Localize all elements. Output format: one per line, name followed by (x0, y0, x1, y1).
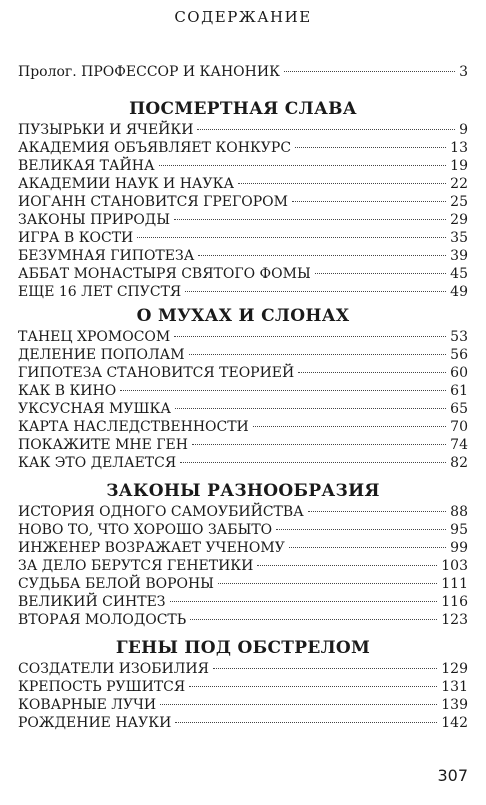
entry-page: 82 (450, 455, 468, 471)
toc-entry (18, 418, 468, 436)
dot-leader (308, 511, 446, 512)
dot-leader (159, 165, 447, 166)
entry-page: 19 (450, 158, 468, 174)
toc-entry (18, 247, 468, 265)
entry-title: ВЕЛИКАЯ ТАЙНА (18, 158, 155, 174)
entry-title: РОЖДЕНИЕ НАУКИ (18, 715, 172, 731)
entry-page: 116 (441, 594, 468, 610)
entry-page: 13 (450, 140, 468, 156)
dot-leader (137, 237, 446, 238)
section-heading: ГЕНЫ ПОД ОБСТРЕЛОМ (115, 638, 371, 658)
section-heading: ЗАКОНЫ РАЗНООБРАЗИЯ (106, 481, 380, 501)
toc-entry (18, 157, 468, 175)
toc-entry (18, 328, 468, 346)
entry-title: ЗАКОНЫ ПРИРОДЫ (18, 212, 170, 228)
dot-leader (284, 71, 455, 72)
toc-entry (18, 611, 468, 629)
entry-page: 25 (450, 194, 468, 210)
dot-leader (292, 201, 446, 202)
toc-section (18, 97, 468, 301)
dot-leader (175, 408, 446, 409)
dot-leader (298, 372, 446, 373)
dot-leader (190, 619, 437, 620)
entry-title: СУДЬБА БЕЛОЙ ВОРОНЫ (18, 576, 214, 592)
dot-leader (276, 529, 446, 530)
toc-section (18, 479, 468, 629)
entry-page: 3 (459, 64, 468, 80)
dot-leader (189, 354, 447, 355)
toc-entry (18, 454, 468, 472)
toc-section (18, 636, 468, 732)
entry-page: 22 (450, 176, 468, 192)
entry-page: 65 (450, 401, 468, 417)
toc-entry (18, 557, 468, 575)
entry-title: ТАНЕЦ ХРОМОСОМ (18, 329, 171, 345)
dot-leader (197, 129, 455, 130)
toc-entry (18, 400, 468, 418)
page-title: СОДЕРЖАНИЕ (174, 8, 312, 26)
entry-page: 70 (450, 419, 468, 435)
dot-leader (295, 147, 446, 148)
dot-leader (315, 273, 446, 274)
entry-page: 45 (450, 266, 468, 282)
toc-entry (18, 139, 468, 157)
section-heading: О МУХАХ И СЛОНАХ (136, 306, 350, 326)
entry-page: 129 (441, 661, 468, 677)
entry-page: 103 (441, 558, 468, 574)
entry-title: ЕЩЕ 16 ЛЕТ СПУСТЯ (18, 284, 182, 300)
dot-leader (175, 722, 437, 723)
toc-entry (18, 503, 468, 521)
entry-title: АКАДЕМИИ НАУК И НАУКА (18, 176, 235, 192)
entry-page: 99 (450, 540, 468, 556)
dot-leader (120, 390, 446, 391)
entry-title: Пролог. ПРОФЕССОР И КАНОНИК (18, 64, 280, 80)
dot-leader (218, 583, 437, 584)
entry-title: АКАДЕМИЯ ОБЪЯВЛЯЕТ КОНКУРС (18, 140, 292, 156)
entry-page: 123 (441, 612, 468, 628)
dot-leader (192, 444, 446, 445)
dot-leader (160, 704, 437, 705)
toc-entry (18, 121, 468, 139)
toc-entry (18, 193, 468, 211)
toc-entry (18, 660, 468, 678)
entry-title: ИОГАНН СТАНОВИТСЯ ГРЕГОРОМ (18, 194, 288, 210)
dot-leader (253, 426, 446, 427)
entry-page: 9 (459, 122, 468, 138)
entry-title: КАК В КИНО (18, 383, 117, 399)
dot-leader (180, 462, 446, 463)
entry-title: ПУЗЫРЬКИ И ЯЧЕЙКИ (18, 122, 194, 138)
section-heading: ПОСМЕРТНАЯ СЛАВА (129, 99, 357, 119)
toc-entry (18, 229, 468, 247)
entry-title: ДЕЛЕНИЕ ПОПОЛАМ (18, 347, 185, 363)
toc-entry (18, 593, 468, 611)
entry-title: ПОКАЖИТЕ МНЕ ГЕН (18, 437, 188, 453)
page-number: 307 (437, 766, 468, 785)
toc-entry (18, 283, 468, 301)
entry-title: КАРТА НАСЛЕДСТВЕННОСТИ (18, 419, 249, 435)
toc-entry (18, 436, 468, 454)
toc-entry (18, 346, 468, 364)
toc-entry (18, 382, 468, 400)
entry-page: 56 (450, 347, 468, 363)
entry-page: 29 (450, 212, 468, 228)
dot-leader (185, 291, 446, 292)
entry-title: УКСУСНАЯ МУШКА (18, 401, 171, 417)
entry-title: ГИПОТЕЗА СТАНОВИТСЯ ТЕОРИЕЙ (18, 365, 295, 381)
toc-section (18, 304, 468, 472)
dot-leader (174, 219, 446, 220)
dot-leader (198, 255, 446, 256)
toc-entry (18, 539, 468, 557)
entry-page: 142 (441, 715, 468, 731)
dot-leader (174, 336, 446, 337)
entry-title: ЗА ДЕЛО БЕРУТСЯ ГЕНЕТИКИ (18, 558, 254, 574)
entry-page: 131 (441, 679, 468, 695)
entry-title: ВЕЛИКИЙ СИНТЕЗ (18, 594, 166, 610)
entry-page: 111 (441, 576, 468, 592)
dot-leader (257, 565, 437, 566)
entry-page: 39 (450, 248, 468, 264)
entry-title: СОЗДАТЕЛИ ИЗОБИЛИЯ (18, 661, 209, 677)
entry-title: БЕЗУМНАЯ ГИПОТЕЗА (18, 248, 195, 264)
toc-entry (18, 265, 468, 283)
entry-page: 74 (450, 437, 468, 453)
toc-entry (18, 521, 468, 539)
entry-title: ИНЖЕНЕР ВОЗРАЖАЕТ УЧЕНОМУ (18, 540, 285, 556)
dot-leader (170, 601, 438, 602)
dot-leader (213, 668, 437, 669)
dot-leader (189, 686, 437, 687)
dot-leader (289, 547, 446, 548)
entry-page: 95 (450, 522, 468, 538)
entry-page: 49 (450, 284, 468, 300)
entry-page: 61 (450, 383, 468, 399)
toc-entry (18, 678, 468, 696)
entry-page: 60 (450, 365, 468, 381)
prologue-entry (18, 63, 468, 81)
entry-title: КОВАРНЫЕ ЛУЧИ (18, 697, 157, 713)
entry-title: КАК ЭТО ДЕЛАЕТСЯ (18, 455, 177, 471)
entry-page: 139 (441, 697, 468, 713)
entry-page: 53 (450, 329, 468, 345)
toc-entry (18, 575, 468, 593)
entry-page: 88 (450, 504, 468, 520)
entry-title: ИГРА В КОСТИ (18, 230, 134, 246)
entry-title: КРЕПОСТЬ РУШИТСЯ (18, 679, 186, 695)
entry-title: НОВО ТО, ЧТО ХОРОШО ЗАБЫТО (18, 522, 273, 538)
entry-title: ИСТОРИЯ ОДНОГО САМОУБИЙСТВА (18, 504, 304, 520)
toc-entry (18, 175, 468, 193)
entry-title: ВТОРАЯ МОЛОДОСТЬ (18, 612, 187, 628)
toc-entry (18, 63, 468, 81)
toc-entry (18, 364, 468, 382)
entry-title: АББАТ МОНАСТЫРЯ СВЯТОГО ФОМЫ (18, 266, 311, 282)
entry-page: 35 (450, 230, 468, 246)
toc-entry (18, 696, 468, 714)
dot-leader (238, 183, 446, 184)
toc-entry (18, 211, 468, 229)
toc-entry (18, 714, 468, 732)
